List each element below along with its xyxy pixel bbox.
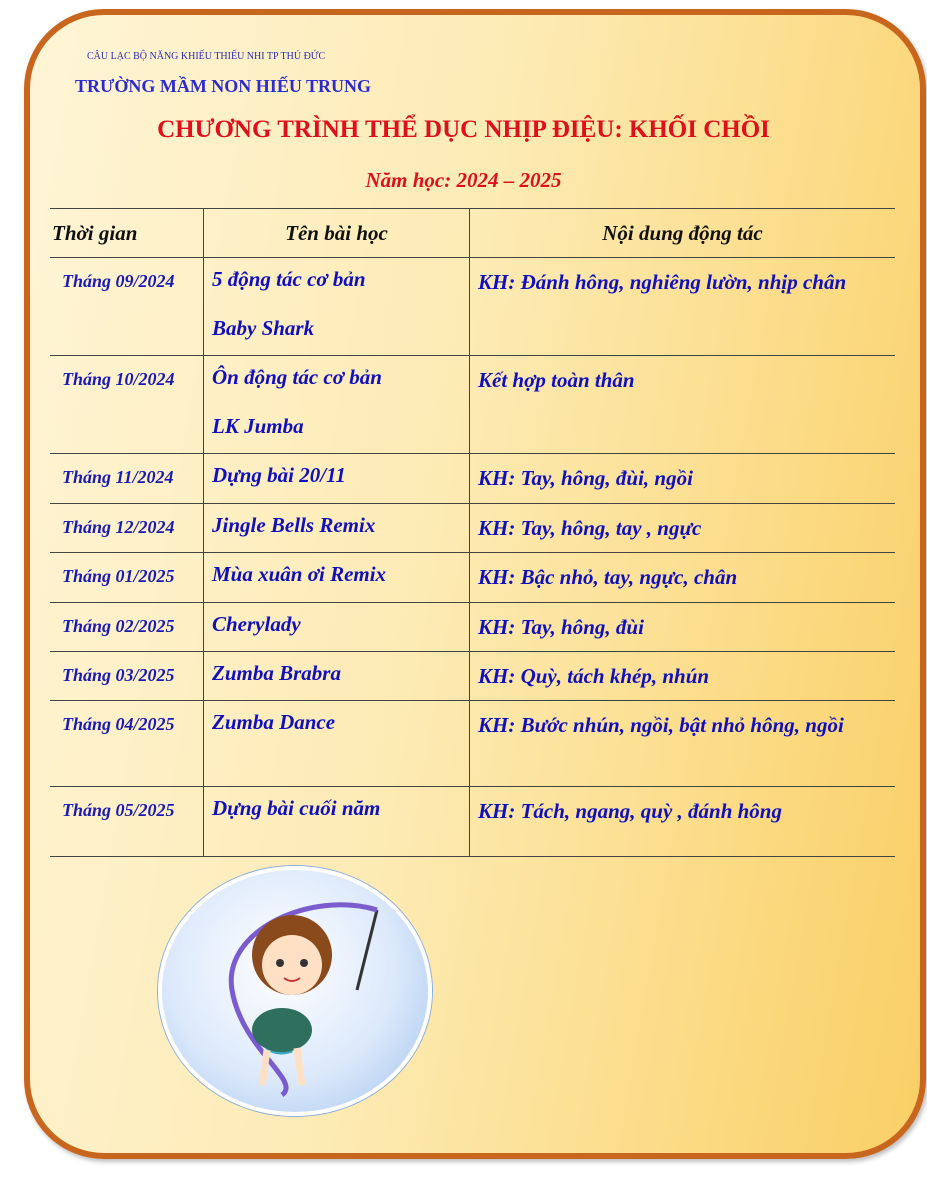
lesson-cell <box>204 553 470 603</box>
table-row <box>50 356 895 454</box>
month-cell: Tháng 11/2024 <box>50 454 204 504</box>
lesson-cell <box>204 603 470 652</box>
gymnast-girl-illustration <box>158 866 432 1116</box>
table-header-row <box>50 209 895 258</box>
month-cell: Tháng 01/2025 <box>50 553 204 603</box>
lesson-name: Zumba Dance <box>212 710 336 734</box>
month-cell: Tháng 05/2025 <box>50 787 204 857</box>
lesson-cell <box>204 356 470 454</box>
content-cell: KH: Tách, ngang, quỳ , đánh hông <box>470 787 896 857</box>
content-cell: Kết hợp toàn thân <box>470 356 896 454</box>
content-cell: KH: Bước nhún, ngồi, bật nhỏ hông, ngồi <box>470 701 896 787</box>
table-row <box>50 258 895 356</box>
month-cell: Tháng 12/2024 <box>50 504 204 553</box>
table-row <box>50 553 895 603</box>
lesson-cell <box>204 504 470 553</box>
lesson-name: LK Jumba <box>212 414 304 438</box>
table-row <box>50 652 895 701</box>
lesson-name: 5 động tác cơ bản <box>212 267 366 291</box>
lesson-name: Mùa xuân ơi Remix <box>212 562 387 586</box>
month-cell: Tháng 04/2025 <box>50 701 204 787</box>
school-year: Năm học: 2024 – 2025 <box>365 168 562 192</box>
content-cell: KH: Tay, hông, đùi, ngồi <box>470 454 896 504</box>
page-title: CHƯƠNG TRÌNH THỂ DỤC NHỊP ĐIỆU: KHỐI CHỒI <box>157 116 770 143</box>
lesson-cell <box>204 652 470 701</box>
table-row <box>50 787 895 857</box>
month-cell: Tháng 10/2024 <box>50 356 204 454</box>
header-content: Nội dung động tác <box>470 209 896 258</box>
lesson-name: Ôn động tác cơ bản <box>212 365 382 389</box>
lesson-cell <box>204 258 470 356</box>
content-cell: KH: Quỳ, tách khép, nhún <box>470 652 896 701</box>
content-cell: KH: Tay, hông, tay , ngực <box>470 504 896 553</box>
school-name: TRƯỜNG MẦM NON HIẾU TRUNG <box>75 76 371 96</box>
table-row <box>50 603 895 652</box>
lesson-name: Zumba Brabra <box>212 661 341 685</box>
content-cell: KH: Đánh hông, nghiêng lườn, nhịp chân <box>470 258 896 356</box>
lesson-name: Cherylady <box>212 612 301 636</box>
club-name: CÂU LẠC BỘ NĂNG KHIẾU THIẾU NHI TP THỦ ĐỨC <box>87 51 326 62</box>
table-row <box>50 454 895 504</box>
content-cell: KH: Bậc nhỏ, tay, ngực, chân <box>470 553 896 603</box>
lesson-name: Baby Shark <box>212 316 315 340</box>
lesson-name: Dựng bài 20/11 <box>212 463 346 487</box>
month-cell: Tháng 02/2025 <box>50 603 204 652</box>
lesson-name: Dựng bài cuối năm <box>212 796 381 820</box>
lesson-cell <box>204 701 470 787</box>
lesson-name: Jingle Bells Remix <box>212 513 376 537</box>
schedule-table <box>50 208 895 857</box>
table-row <box>50 504 895 553</box>
lesson-cell <box>204 787 470 857</box>
header-time: Thời gian <box>50 209 204 258</box>
content-cell: KH: Tay, hông, đùi <box>470 603 896 652</box>
month-cell: Tháng 09/2024 <box>50 258 204 356</box>
header-lesson: Tên bài học <box>204 209 470 258</box>
lesson-cell <box>204 454 470 504</box>
table-row <box>50 701 895 787</box>
month-cell: Tháng 03/2025 <box>50 652 204 701</box>
